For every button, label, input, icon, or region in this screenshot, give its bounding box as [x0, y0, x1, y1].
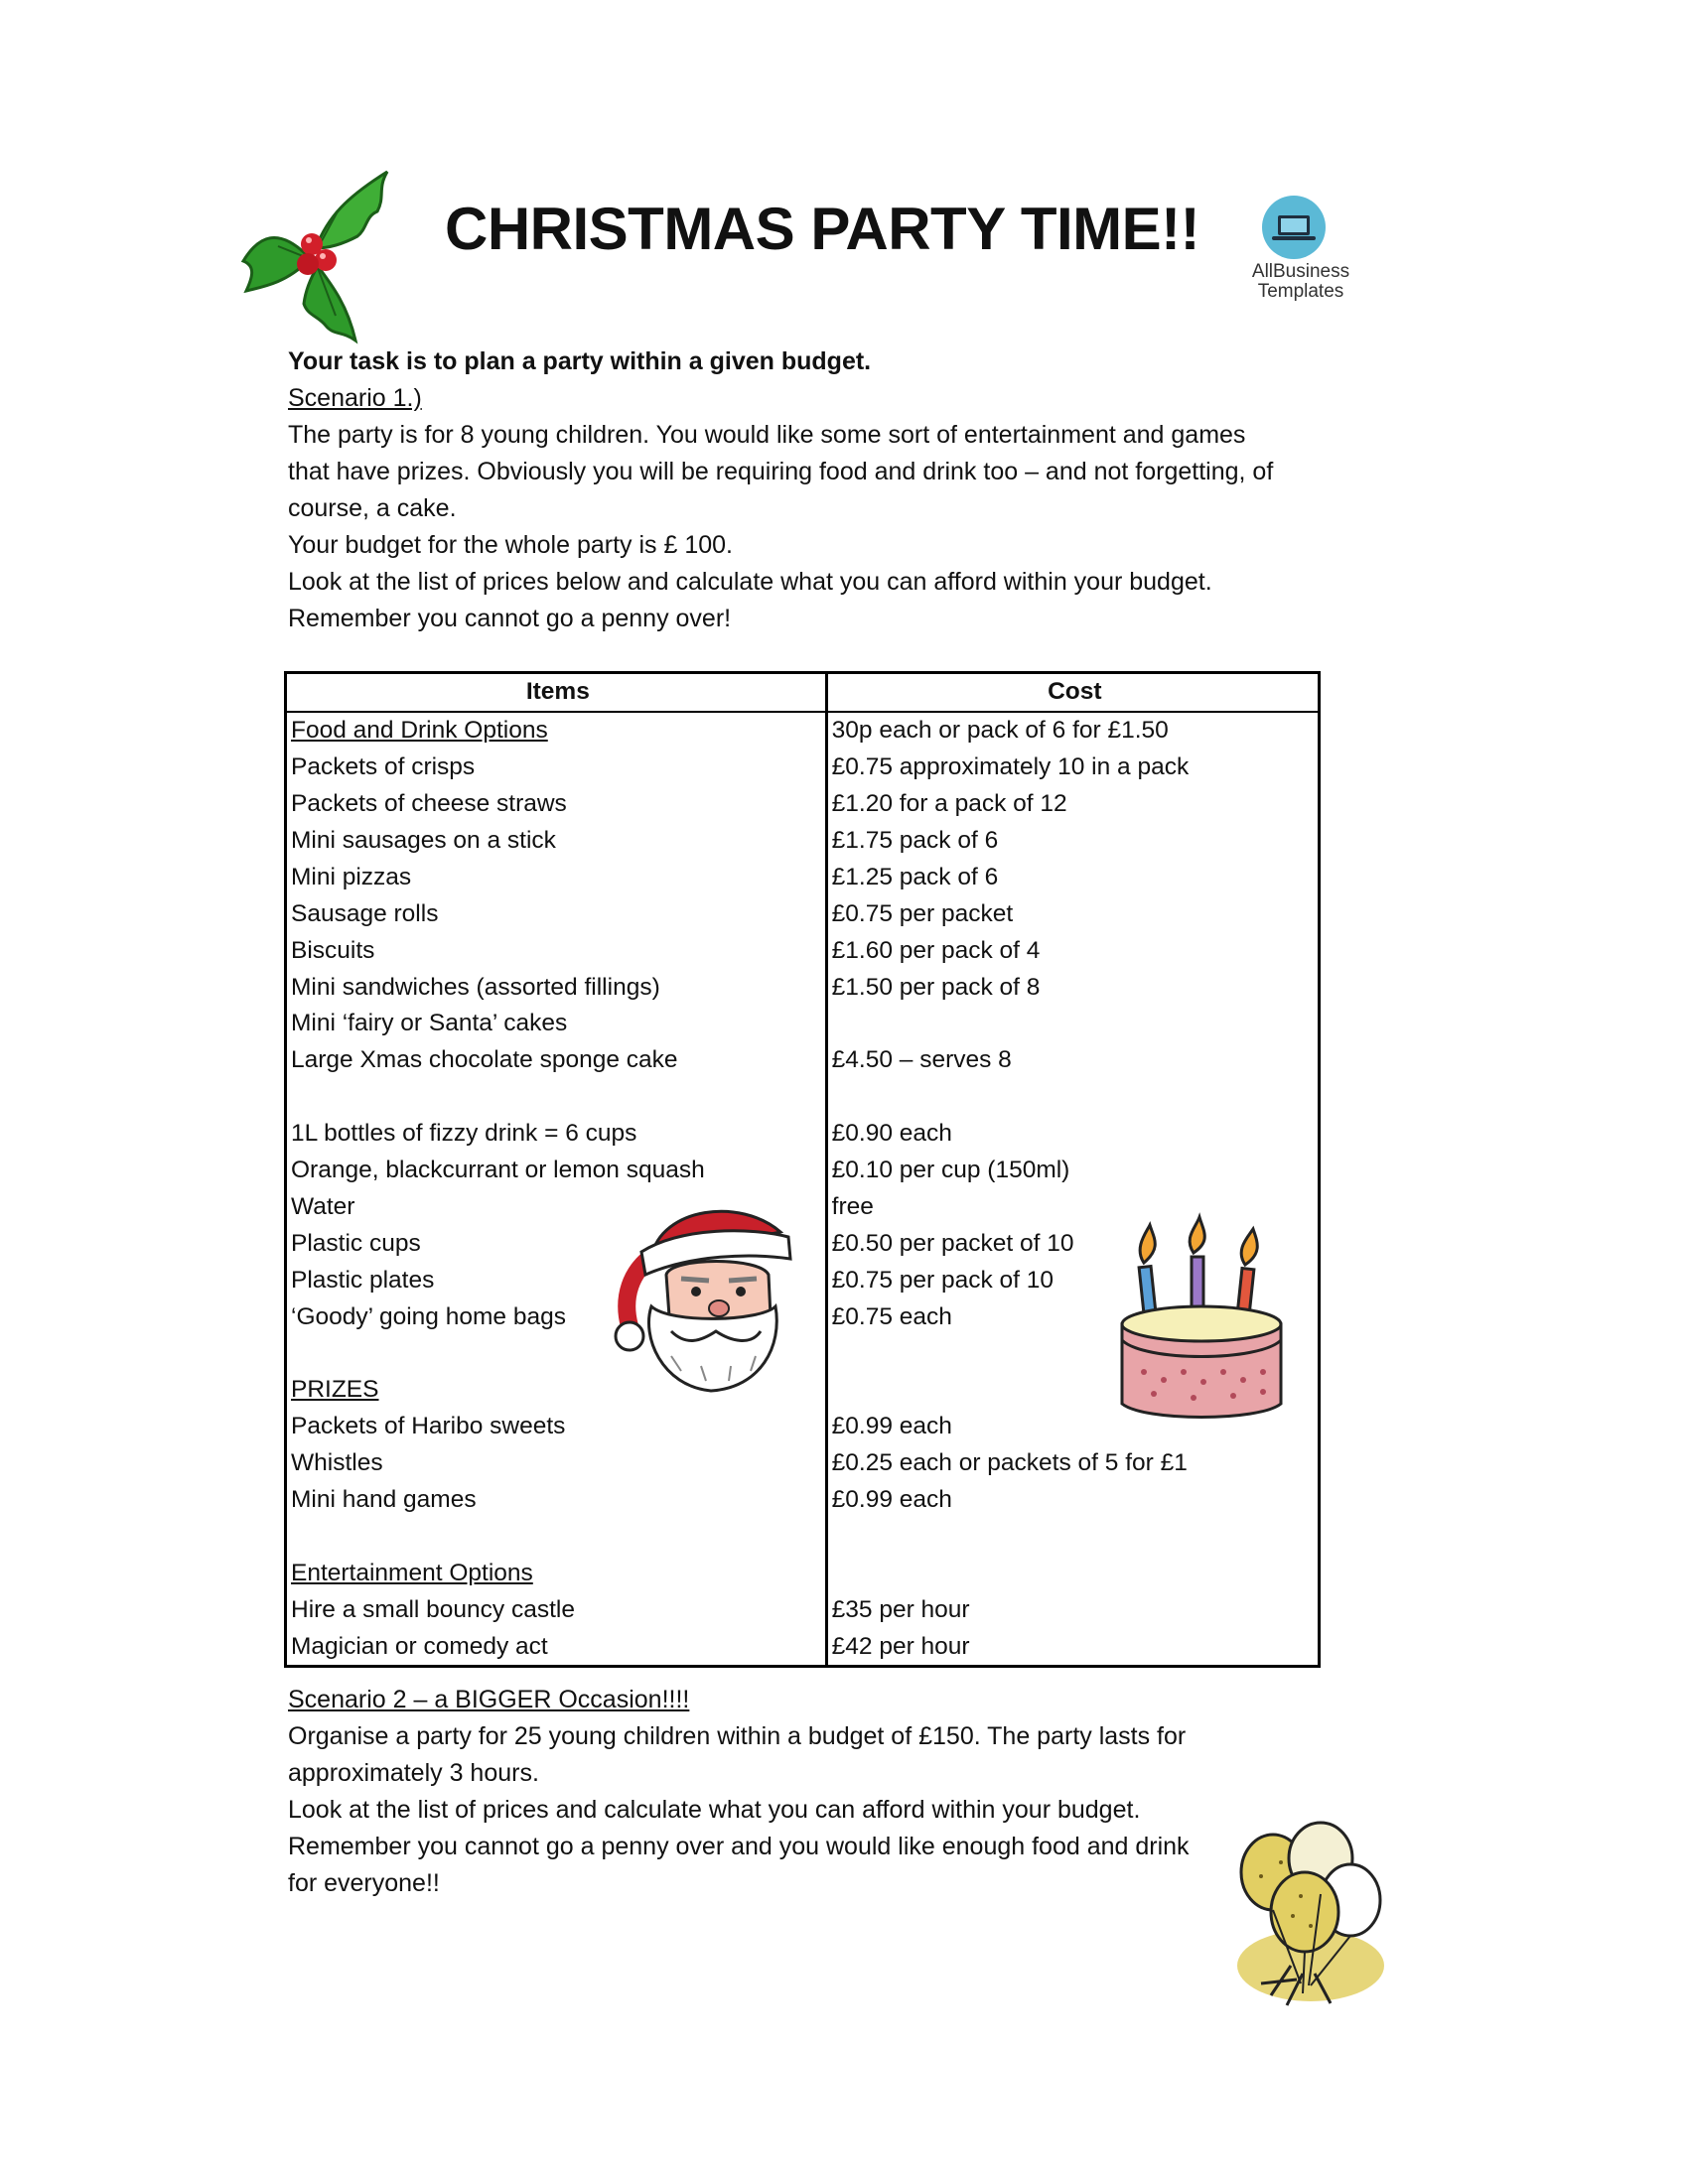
scenario2-text: Look at the list of prices and calculate what you can afford within your budget. — [288, 1796, 1141, 1824]
holly-icon — [238, 167, 397, 345]
table-row — [286, 1006, 1320, 1042]
item-cell — [286, 1518, 827, 1555]
cost-cell: £1.20 for a pack of 12 — [831, 790, 1067, 818]
laptop-logo-icon — [1256, 195, 1332, 260]
item-cell: Packets of crisps — [286, 750, 827, 786]
table-row — [286, 823, 1320, 860]
birthday-cake-icon — [1114, 1223, 1289, 1428]
table-row — [286, 895, 1320, 932]
table-row — [286, 1628, 1320, 1666]
item-cell: Mini hand games — [286, 1482, 827, 1519]
item-cell: Sausage rolls — [286, 895, 827, 932]
brand-name: AllBusiness Templates — [1251, 261, 1350, 302]
table-row — [286, 1116, 1320, 1153]
instruction-text: Remember you cannot go a penny over! — [288, 605, 732, 632]
cost-cell — [826, 1079, 1319, 1116]
item-cell: Plastic cups — [286, 1225, 827, 1262]
item-cell: Orange, blackcurrant or lemon squash — [286, 1153, 827, 1189]
table-row — [286, 712, 1320, 750]
santa-icon — [612, 1197, 806, 1396]
price-table — [284, 671, 1321, 1668]
cost-cell: £0.99 each — [831, 1486, 952, 1514]
item-cell: Biscuits — [286, 932, 827, 969]
table-row — [286, 1555, 1320, 1591]
item-cell: Packets of Haribo sweets — [286, 1409, 827, 1445]
scenario2-text: approximately 3 hours. — [288, 1759, 539, 1787]
cost-cell — [826, 1006, 1319, 1042]
cost-cell: £42 per hour — [831, 1632, 970, 1660]
scenario1-text: course, a cake. — [288, 494, 457, 522]
cost-cell: £0.25 each or packets of 5 for £1 — [831, 1449, 1188, 1477]
scenario1-heading: Scenario 1.) — [288, 384, 422, 412]
item-cell: ‘Goody’ going home bags — [286, 1298, 827, 1335]
instruction-text: Look at the list of prices below and calculate what you can afford within your budget. — [288, 568, 1212, 596]
cost-cell: £35 per hour — [831, 1595, 970, 1623]
cost-cell: £0.90 each — [831, 1120, 952, 1148]
cost-cell: £1.75 pack of 6 — [831, 827, 999, 854]
table-row — [286, 1042, 1320, 1079]
section-heading: Entertainment Options — [286, 1555, 827, 1591]
item-cell: Magician or comedy act — [286, 1628, 827, 1666]
column-header-cost: Cost — [826, 673, 1319, 712]
item-cell: Water — [286, 1188, 827, 1225]
item-cell: Packets of cheese straws — [286, 786, 827, 823]
scenario1-text: The party is for 8 young children. You would like some sort of entertainment and games — [288, 421, 1246, 449]
cost-cell — [826, 1518, 1319, 1555]
table-row — [286, 859, 1320, 895]
task-statement: Your task is to plan a party within a given budget. — [288, 347, 872, 375]
cost-cell: £0.10 per cup (150ml) — [831, 1157, 1070, 1184]
scenario2-text: Remember you cannot go a penny over and you would like enough food and drink — [288, 1833, 1190, 1860]
balloons-icon — [1231, 1817, 1400, 2005]
item-cell: Mini ‘fairy or Santa’ cakes — [286, 1006, 827, 1042]
item-cell: Mini pizzas — [286, 859, 827, 895]
table-row — [286, 1153, 1320, 1189]
cost-cell: £0.50 per packet of 10 — [831, 1229, 1074, 1257]
item-cell: Mini sausages on a stick — [286, 823, 827, 860]
section-heading: Food and Drink Options — [286, 712, 827, 750]
table-row — [286, 750, 1320, 786]
table-row — [286, 1591, 1320, 1628]
table-header-row — [286, 673, 1320, 712]
scenario2-heading: Scenario 2 – a BIGGER Occasion!!!! — [288, 1686, 690, 1713]
scenario2-text: Organise a party for 25 young children within a budget of £150. The party lasts for — [288, 1722, 1187, 1750]
cost-cell: £0.75 per pack of 10 — [831, 1266, 1055, 1294]
scenario2-text: for everyone!! — [288, 1869, 440, 1897]
table-row — [286, 786, 1320, 823]
page-title: CHRISTMAS PARTY TIME!! — [445, 196, 1200, 262]
item-cell: Hire a small bouncy castle — [286, 1591, 827, 1628]
table-row — [286, 1445, 1320, 1482]
cost-cell: £0.75 per packet — [831, 899, 1014, 927]
item-cell: Whistles — [286, 1445, 827, 1482]
cost-cell: £1.25 pack of 6 — [831, 863, 999, 890]
section-heading: PRIZES — [286, 1372, 827, 1409]
item-cell: Plastic plates — [286, 1262, 827, 1298]
cost-cell: £0.75 each — [831, 1302, 952, 1330]
cost-cell: £4.50 – serves 8 — [831, 1046, 1012, 1074]
cost-cell: £1.60 per pack of 4 — [831, 936, 1041, 964]
table-row — [286, 969, 1320, 1006]
item-cell: Mini sandwiches (assorted fillings) — [286, 969, 827, 1006]
table-row — [286, 932, 1320, 969]
scenario1-text: that have prizes. Obviously you will be requiring food and drink too – and not forgetting, of — [288, 458, 1274, 485]
item-cell — [286, 1079, 827, 1116]
table-row — [286, 1482, 1320, 1519]
cost-cell: £1.50 per pack of 8 — [831, 973, 1041, 1001]
column-header-items: Items — [286, 673, 827, 712]
table-row — [286, 1079, 1320, 1116]
cost-cell: £0.75 approximately 10 in a pack — [831, 753, 1190, 781]
cost-cell — [826, 1555, 1319, 1591]
item-cell: Large Xmas chocolate sponge cake — [286, 1042, 827, 1079]
table-row — [286, 1518, 1320, 1555]
budget-text: Your budget for the whole party is £ 100. — [288, 531, 733, 559]
cost-cell: free — [831, 1192, 874, 1220]
item-cell: 1L bottles of fizzy drink = 6 cups — [286, 1116, 827, 1153]
cost-cell: 30p each or pack of 6 for £1.50 — [831, 717, 1169, 745]
cost-cell: £0.99 each — [831, 1413, 952, 1440]
